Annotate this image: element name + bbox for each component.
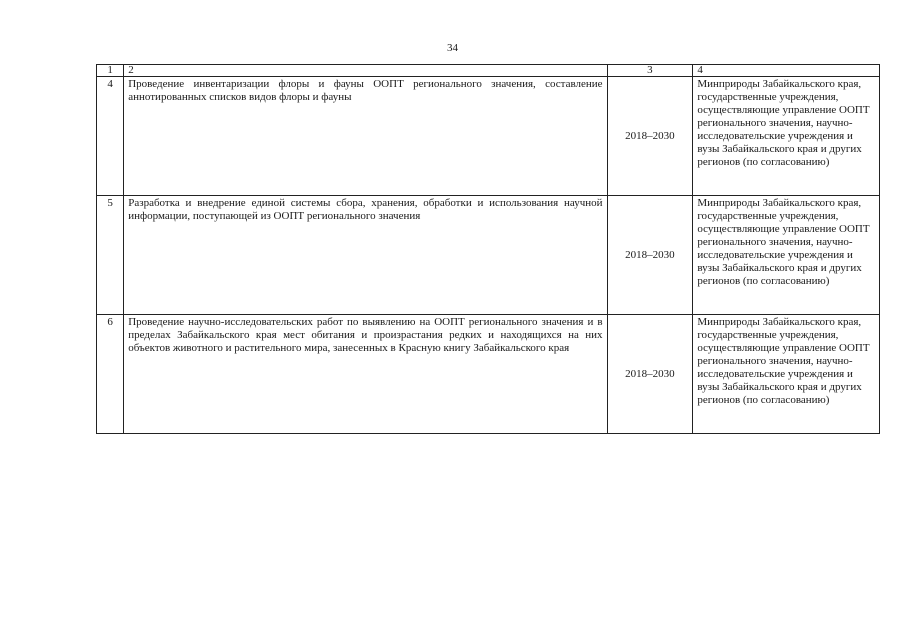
table-row [97,196,880,315]
row-number: 5 [97,196,124,315]
table-header-row [97,65,880,77]
measures-table [96,64,880,434]
column-header-4: 4 [693,65,880,77]
period: 2018–2030 [607,77,693,196]
task-description: Проведение инвентаризации флоры и фауны ООПТ регионального значения, составление аннотированных списков видов флоры и фауны [124,77,607,196]
table-row [97,315,880,434]
table-row [97,77,880,196]
page-number: 34 [447,42,458,54]
executor: Минприроды Забайкальского края, государственные учреждения, осуществляющие управление ООПТ регионального значения, научно-исследовательские учреждения и вузы Забайкальского края и других регионов (по согласованию) [693,77,880,196]
task-description: Проведение научно-исследовательских работ по выявлению на ООПТ регионального значения и в пределах Забайкальского края мест обитания и произрастания редких и находящихся на них объектов животного и растительного мира, занесенных в Красную книгу Забайкальского края [124,315,607,434]
executor: Минприроды Забайкальского края, государственные учреждения, осуществляющие управление ООПТ регионального значения, научно-исследовательские учреждения и вузы Забайкальского края и других регионов (по согласованию) [693,315,880,434]
executor: Минприроды Забайкальского края, государственные учреждения, осуществляющие управление ООПТ регионального значения, научно-исследовательские учреждения и вузы Забайкальского края и других регионов (по согласованию) [693,196,880,315]
row-number: 6 [97,315,124,434]
column-header-2: 2 [124,65,607,77]
column-header-1: 1 [97,65,124,77]
row-number: 4 [97,77,124,196]
period: 2018–2030 [607,196,693,315]
period: 2018–2030 [607,315,693,434]
task-description: Разработка и внедрение единой системы сбора, хранения, обработки и использования научной информации, поступающей из ООПТ регионального значения [124,196,607,315]
column-header-3: 3 [607,65,693,77]
